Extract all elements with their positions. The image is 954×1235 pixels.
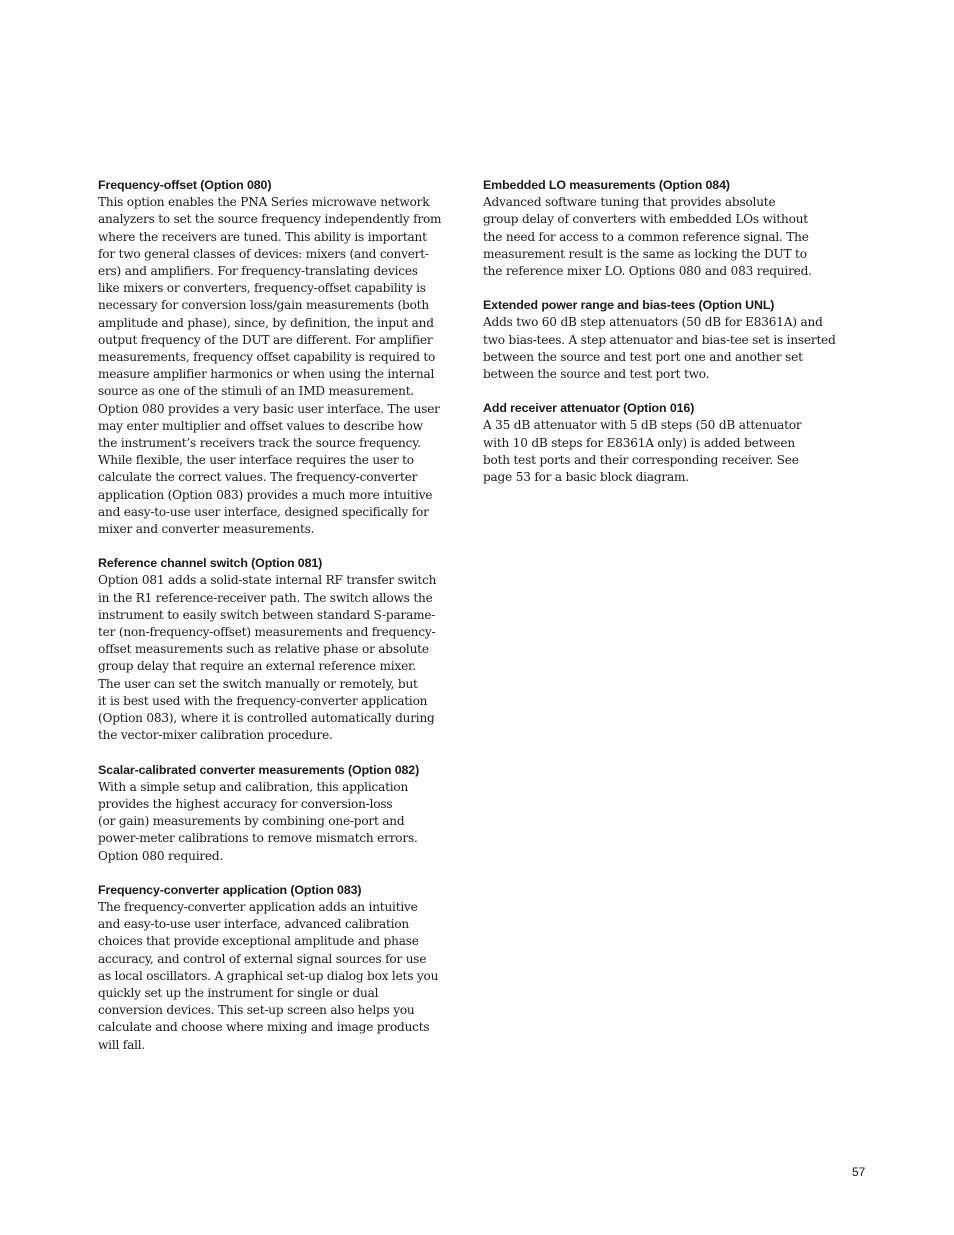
body-text-line: group delay that require an external reference mixer. — [98, 659, 416, 674]
body-text-line: instrument to easily switch between standard S-parame- — [98, 607, 436, 622]
body-text-line: the vector-mixer calibration procedure. — [98, 728, 333, 743]
body-text-line: The frequency-converter application adds an intuitive — [98, 899, 418, 914]
body-text-line: amplitude and phase), since, by definition, the input and — [98, 315, 434, 330]
body-text-line: ers) and amplifiers. For frequency-translating devices — [98, 264, 418, 279]
body-text-line: offset measurements such as relative phase or absolute — [98, 642, 429, 657]
body-text-line: between the source and test port one and another set — [483, 349, 803, 364]
section — [98, 882, 468, 1054]
body-text-line: necessary for conversion loss/gain measurements (both — [98, 298, 429, 313]
body-text-line: ter (non-frequency-offset) measurements and frequency- — [98, 625, 436, 640]
body-text-line: Option 080 provides a very basic user interface. The user — [98, 401, 440, 416]
body-text-line: Option 080 required. — [98, 848, 224, 863]
section-heading: Scalar-calibrated converter measurements (Option 082) — [98, 762, 420, 777]
body-text-line: and easy-to-use user interface, designed specifically for — [98, 504, 429, 519]
left-column — [98, 177, 468, 1071]
body-text-line: calculate the correct values. The frequency-converter — [98, 470, 418, 485]
body-text-line: conversion devices. This set-up screen also helps you — [98, 1003, 415, 1018]
body-text-line: where the receivers are tuned. This ability is important — [98, 229, 427, 244]
body-text-line: group delay of converters with embedded LOs without — [483, 212, 808, 227]
body-text-line: A 35 dB attenuator with 5 dB steps (50 dB attenuator — [483, 418, 802, 433]
body-text-line: like mixers or converters, frequency-offset capability is — [98, 281, 426, 296]
body-text-line: page 53 for a basic block diagram. — [483, 470, 689, 485]
section-heading: Reference channel switch (Option 081) — [98, 556, 323, 571]
body-text-line: application (Option 083) provides a much more intuitive — [98, 487, 433, 502]
section-heading: Frequency-converter application (Option 083) — [98, 882, 362, 897]
body-text-line: the reference mixer LO. Options 080 and 083 required. — [483, 264, 812, 279]
section-heading: Embedded LO measurements (Option 084) — [483, 178, 730, 192]
body-text-line: the need for access to a common reference signal. The — [483, 229, 809, 244]
body-text-line: choices that provide exceptional amplitude and phase — [98, 934, 419, 949]
body-text-line: provides the highest accuracy for conversion-loss — [98, 796, 393, 811]
body-text-line: source as one of the stimuli of an IMD measurement. — [98, 384, 415, 399]
section — [98, 555, 468, 744]
section — [98, 177, 468, 538]
body-text-line: two bias-tees. A step attenuator and bias-tee set is inserted — [483, 332, 836, 347]
body-text-line: both test ports and their corresponding receiver. See — [483, 452, 799, 467]
body-text-line: mixer and converter measurements. — [98, 522, 315, 537]
section — [483, 297, 855, 383]
body-text-line: may enter multiplier and offset values to describe how — [98, 418, 423, 433]
body-text-line: Advanced software tuning that provides absolute — [483, 195, 776, 210]
body-text-line: power-meter calibrations to remove mismatch errors. — [98, 831, 418, 846]
body-text-line: Adds two 60 dB step attenuators (50 dB for E8361A) and — [483, 315, 823, 330]
body-text-line: (Option 083), where it is controlled automatically during — [98, 711, 435, 726]
body-text-line: While flexible, the user interface requires the user to — [98, 453, 414, 468]
body-text-line: the instrument’s receivers track the source frequency. — [98, 436, 421, 451]
body-text-line: it is best used with the frequency-converter application — [98, 693, 428, 708]
body-text-line: accuracy, and control of external signal sources for use — [98, 951, 427, 966]
body-text-line: between the source and test port two. — [483, 367, 710, 382]
body-text-line: (or gain) measurements by combining one-port and — [98, 814, 405, 829]
body-text-line: as local oscillators. A graphical set-up dialog box lets you — [98, 968, 439, 983]
body-text-line: will fall. — [98, 1037, 146, 1052]
right-column — [483, 177, 855, 503]
page-number: 57 — [852, 1165, 866, 1179]
body-text-line: analyzers to set the source frequency independently from — [98, 212, 442, 227]
body-text-line: Option 081 adds a solid-state internal RF transfer switch — [98, 573, 437, 588]
body-text-line: This option enables the PNA Series microwave network — [98, 195, 430, 210]
body-text-line: measurement result is the same as locking the DUT to — [483, 246, 807, 261]
section — [483, 400, 855, 486]
body-text-line: measure amplifier harmonics or when using the internal — [98, 367, 435, 382]
section — [483, 177, 855, 280]
body-text-line: output frequency of the DUT are different. For amplifier — [98, 332, 433, 347]
body-text-line: The user can set the switch manually or remotely, but — [98, 676, 418, 691]
body-text-line: With a simple setup and calibration, this application — [98, 779, 409, 794]
body-text-line: measurements, frequency offset capability is required to — [98, 350, 436, 365]
section-heading: Frequency-offset (Option 080) — [98, 178, 272, 192]
body-text-line: in the R1 reference-receiver path. The switch allows the — [98, 590, 433, 605]
body-text-line: and easy-to-use user interface, advanced calibration — [98, 917, 409, 932]
section-heading: Extended power range and bias-tees (Option UNL) — [483, 298, 775, 313]
body-text-line: with 10 dB steps for E8361A only) is added between — [483, 435, 795, 450]
section — [98, 762, 468, 865]
section-heading: Add receiver attenuator (Option 016) — [483, 401, 695, 416]
body-text-line: quickly set up the instrument for single or dual — [98, 985, 379, 1000]
body-text-line: for two general classes of devices: mixers (and convert- — [98, 246, 429, 261]
body-text-line: calculate and choose where mixing and image products — [98, 1020, 430, 1035]
